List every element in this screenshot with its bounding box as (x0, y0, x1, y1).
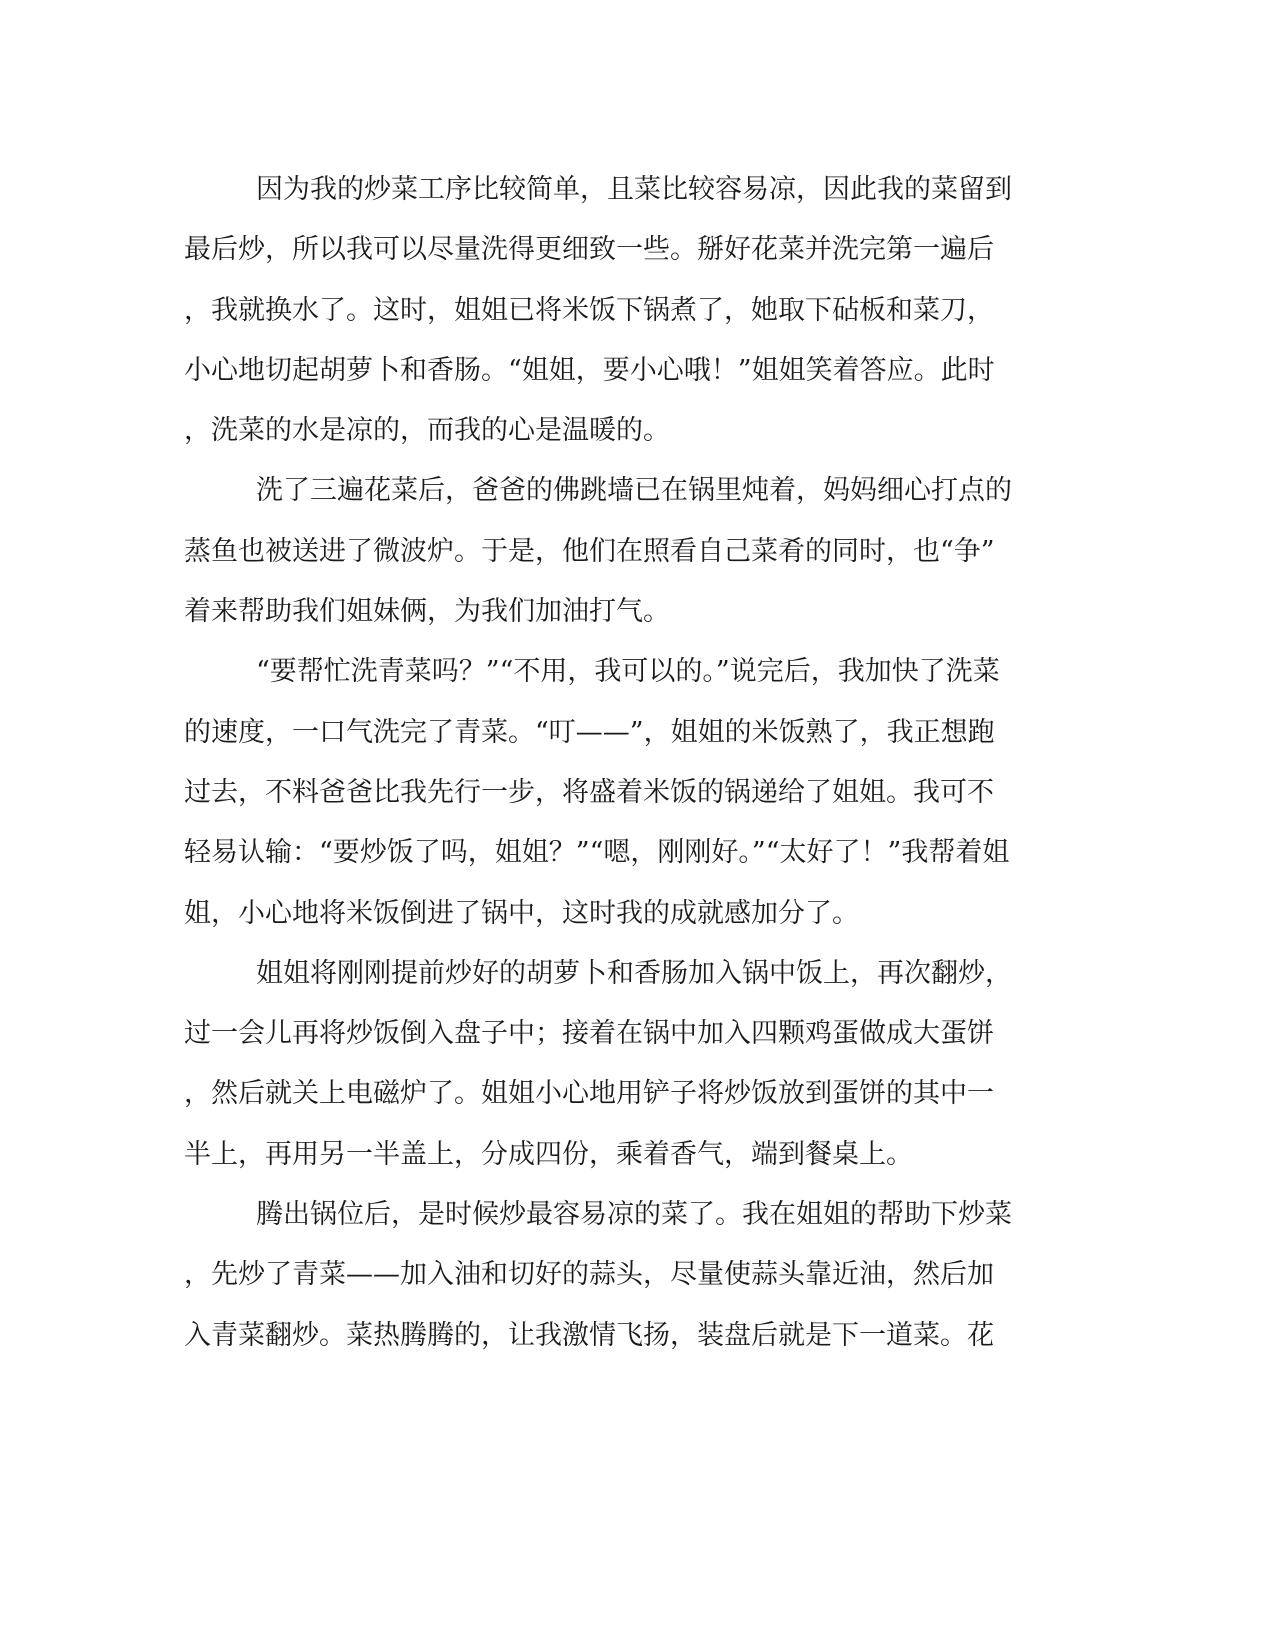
text-line: 的速度，一口气洗完了青菜。“叮——”，姐姐的米饭熟了，我正想跑 (184, 716, 995, 748)
text-line: ，我就换水了。这时，姐姐已将米饭下锅煮了，她取下砧板和菜刀， (184, 294, 994, 326)
text-line: 姐姐将刚刚提前炒好的胡萝卜和香肠加入锅中饭上，再次翻炒， (256, 957, 1012, 989)
text-line: 最后炒，所以我可以尽量洗得更细致一些。掰好花菜并洗完第一遍后 (184, 234, 994, 266)
text-line: 姐，小心地将米饭倒进了锅中，这时我的成就感加分了。 (184, 897, 859, 929)
text-line: ，洗菜的水是凉的，而我的心是温暖的。 (184, 415, 670, 447)
text-line: 入青菜翻炒。菜热腾腾的，让我激情飞扬，装盘后就是下一道菜。花 (184, 1319, 994, 1351)
text-line: 蒸鱼也被送进了微波炉。于是，他们在照看自己菜肴的同时，也“争” (184, 535, 995, 567)
essay-body (184, 160, 1064, 1366)
text-line: 小心地切起胡萝卜和香肠。“姐姐，要小心哦！”姐姐笑着答应。此时 (184, 354, 995, 386)
text-line: 因为我的炒菜工序比较简单，且菜比较容易凉，因此我的菜留到 (256, 174, 1012, 205)
text-line: 过去，不料爸爸比我先行一步，将盛着米饭的锅递给了姐姐。我可不 (184, 776, 994, 808)
text-line: 腾出锅位后，是时候炒最容易凉的菜了。我在姐姐的帮助下炒菜 (256, 1199, 1012, 1231)
text-line: ，先炒了青菜——加入油和切好的蒜头，尽量使蒜头靠近油，然后加 (184, 1259, 994, 1291)
text-line: 过一会儿再将炒饭倒入盘子中；接着在锅中加入四颗鸡蛋做成大蛋饼 (184, 1018, 994, 1050)
text-line: 半上，再用另一半盖上，分成四份，乘着香气，端到餐桌上。 (184, 1138, 913, 1170)
text-line: 着来帮助我们姐妹俩，为我们加油打气。 (184, 596, 670, 628)
text-line: 轻易认输：“要炒饭了吗，姐姐？”“嗯，刚刚好。”“太好了！”我帮着姐 (184, 837, 1010, 869)
text-line: ，然后就关上电磁炉了。姐姐小心地用铲子将炒饭放到蛋饼的其中一 (184, 1078, 994, 1110)
text-line: “要帮忙洗青菜吗？”“不用，我可以的。”说完后，我加快了洗菜 (256, 656, 1000, 688)
text-line: 洗了三遍花菜后，爸爸的佛跳墙已在锅里炖着，妈妈细心打点的 (256, 475, 1012, 507)
